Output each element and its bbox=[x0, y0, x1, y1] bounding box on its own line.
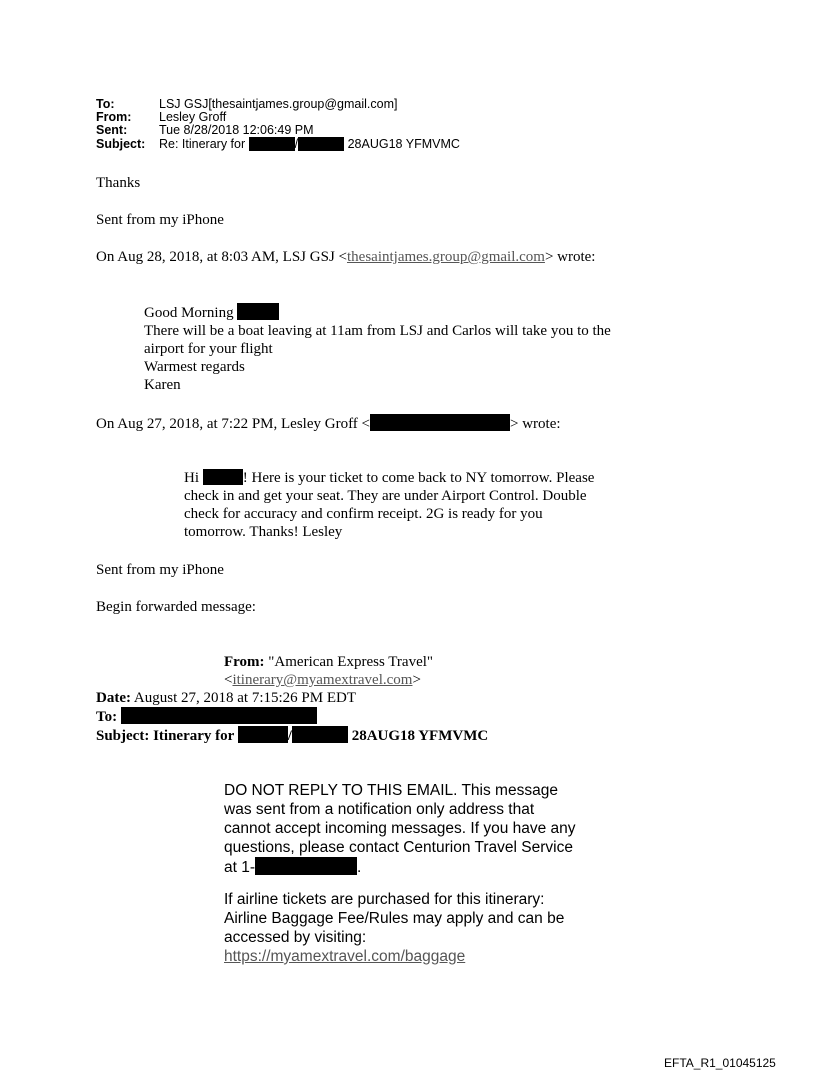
forwarded-from-value: "American Express Travel" bbox=[268, 654, 434, 670]
notice-phone-prefix: at 1- bbox=[224, 859, 256, 876]
baggage-line1: If airline tickets are purchased for this itinerary: bbox=[224, 891, 545, 908]
notice-line5 bbox=[224, 857, 576, 877]
header-to-row bbox=[96, 98, 460, 111]
redaction-block bbox=[238, 726, 288, 743]
quote1-intro-prefix: On Aug 28, 2018, at 8:03 AM, LSJ GSJ < bbox=[96, 249, 347, 265]
reply-sent-from: Sent from my iPhone bbox=[96, 212, 224, 228]
redaction-block bbox=[370, 414, 510, 431]
from-label: From: bbox=[96, 110, 132, 124]
notice-phone-suffix: . bbox=[357, 859, 362, 876]
baggage-line2: Airline Baggage Fee/Rules may apply and can be bbox=[224, 910, 565, 927]
quote1-intro bbox=[96, 248, 595, 266]
reply-thanks: Thanks bbox=[96, 175, 141, 191]
begin-forwarded: Begin forwarded message: bbox=[96, 599, 256, 615]
redaction-block bbox=[249, 137, 295, 151]
subject-prefix: Re: Itinerary for bbox=[159, 137, 246, 151]
forwarded-email-close: > bbox=[412, 672, 421, 688]
baggage-block bbox=[224, 890, 564, 966]
subject-suffix: 28AUG18 YFMVMC bbox=[347, 137, 460, 151]
baggage-line3: accessed by visiting: bbox=[224, 929, 367, 946]
quote1-greeting-row bbox=[144, 303, 611, 322]
quote1-line4: Karen bbox=[144, 377, 181, 393]
redaction-block bbox=[298, 137, 344, 151]
forwarded-date-value: August 27, 2018 at 7:15:26 PM EDT bbox=[133, 690, 357, 706]
notice-line1: DO NOT REPLY TO THIS EMAIL. This message bbox=[224, 782, 558, 799]
forwarded-from-label: From: bbox=[224, 654, 265, 670]
quote2-line4: tomorrow. Thanks! Lesley bbox=[184, 524, 343, 540]
quote2-hi: Hi bbox=[184, 470, 199, 486]
redaction-block bbox=[121, 707, 317, 724]
to-label: To: bbox=[96, 97, 115, 111]
notice-line3: cannot accept incoming messages. If you have any bbox=[224, 820, 576, 837]
redaction-block bbox=[237, 303, 279, 320]
quote1-greeting: Good Morning bbox=[144, 305, 234, 321]
forwarded-subject-row bbox=[96, 726, 488, 745]
quote2-line1-rest: ! Here is your ticket to come back to NY tomorrow. Please bbox=[242, 470, 595, 486]
quote2-line2: check in and get your seat. They are under Airport Control. Double bbox=[184, 488, 587, 504]
baggage-link[interactable]: https://myamextravel.com/baggage bbox=[224, 948, 466, 965]
quote1-body bbox=[144, 303, 611, 394]
forwarded-to-row bbox=[96, 707, 317, 726]
to-value: LSJ GSJ[thesaintjames.group@gmail.com] bbox=[159, 97, 398, 111]
quote1-line1: There will be a boat leaving at 11am from LSJ and Carlos will take you to the bbox=[144, 323, 611, 339]
quote2-sent-from: Sent from my iPhone bbox=[96, 562, 224, 578]
forwarded-email-open: < bbox=[224, 672, 233, 688]
from-value: Lesley Groff bbox=[159, 110, 227, 124]
quote1-line2: airport for your flight bbox=[144, 341, 273, 357]
quote2-body bbox=[184, 469, 594, 541]
forwarded-date-label: Date: bbox=[96, 690, 131, 706]
redaction-block bbox=[203, 469, 243, 485]
forwarded-subject-label: Subject: bbox=[96, 728, 150, 744]
subject-separator: / bbox=[294, 137, 299, 151]
quote2-line1 bbox=[184, 469, 594, 487]
subject-label: Subject: bbox=[96, 137, 146, 151]
quote1-email-link[interactable]: thesaintjames.group@gmail.com bbox=[347, 249, 545, 265]
notice-line4: questions, please contact Centurion Travel Service bbox=[224, 839, 573, 856]
quote2-line3: check for accuracy and confirm receipt. 2G is ready for you bbox=[184, 506, 543, 522]
redaction-block bbox=[292, 726, 348, 743]
quote2-intro-prefix: On Aug 27, 2018, at 7:22 PM, Lesley Groff < bbox=[96, 416, 370, 432]
forwarded-subject-suffix: 28AUG18 YFMVMC bbox=[351, 728, 489, 744]
forwarded-email-link[interactable]: itinerary@myamextravel.com bbox=[232, 672, 413, 688]
quote1-intro-suffix: > wrote: bbox=[544, 249, 596, 265]
email-header bbox=[96, 98, 460, 151]
forwarded-to-label: To: bbox=[96, 709, 118, 725]
redaction-block bbox=[255, 857, 357, 875]
forwarded-subject-prefix: Itinerary for bbox=[153, 728, 235, 744]
notice-line2: was sent from a notification only address that bbox=[224, 801, 535, 818]
quote2-intro bbox=[96, 414, 561, 433]
header-subject-row bbox=[96, 137, 460, 151]
forwarded-subject-separator: / bbox=[287, 728, 292, 744]
document-id: EFTA_R1_01045125 bbox=[664, 1056, 776, 1070]
quote2-intro-suffix: > wrote: bbox=[510, 416, 561, 432]
forwarded-from-email-row bbox=[224, 671, 421, 689]
header-sent-row bbox=[96, 124, 460, 137]
forwarded-from-row bbox=[224, 653, 433, 671]
forwarded-date-row bbox=[96, 689, 356, 707]
sent-value: Tue 8/28/2018 12:06:49 PM bbox=[159, 123, 314, 137]
quote1-line3: Warmest regards bbox=[144, 359, 245, 375]
sent-label: Sent: bbox=[96, 123, 128, 137]
notice-block bbox=[224, 781, 576, 877]
